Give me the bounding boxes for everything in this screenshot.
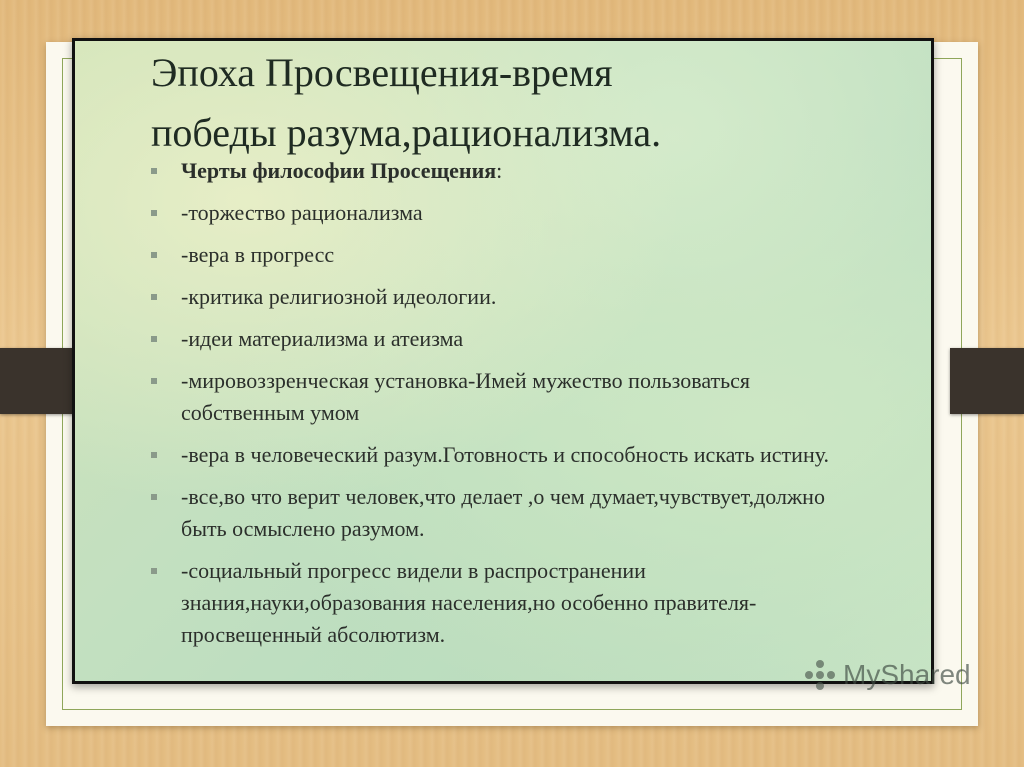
bullet-item	[151, 365, 851, 429]
myshared-logo-icon	[805, 660, 835, 690]
bullet-marker	[151, 568, 157, 574]
slide-title	[151, 43, 661, 163]
slide-title-line2: победы разума,рационализма.	[151, 110, 662, 155]
bullet-text: -мировоззренческая установка-Имей мужество пользоваться собственным умом	[181, 368, 751, 425]
slide	[72, 38, 971, 690]
bullet-text: -идеи материализма и атеизма	[181, 326, 464, 351]
bullet-item	[151, 281, 851, 313]
bullet-item	[151, 555, 851, 651]
bullet-marker	[151, 252, 157, 258]
bullet-text: -вера в прогресс	[181, 242, 335, 267]
myshared-watermark	[805, 657, 971, 693]
bullet-text: :	[496, 158, 503, 183]
bullet-marker	[151, 494, 157, 500]
bullet-marker	[151, 168, 157, 174]
bullet-marker	[151, 336, 157, 342]
bullet-heading: Черты философии Просещения	[181, 158, 497, 183]
bullet-marker	[151, 294, 157, 300]
bullet-text: -вера в человеческий разум.Готовность и способность искать истину.	[181, 442, 830, 467]
bullet-text: -все,во что верит человек,что делает ,о чем думает,чувствует,должно быть осмыслено разумом.	[181, 484, 825, 541]
watermark-text: MyShared	[843, 659, 971, 690]
bullet-marker	[151, 378, 157, 384]
bullet-item	[151, 323, 851, 355]
bullet-item	[151, 155, 851, 187]
bullet-item	[151, 239, 851, 271]
bullet-text: -критика религиозной идеологии.	[181, 284, 497, 309]
bullet-list	[151, 155, 851, 661]
bullet-item	[151, 481, 851, 545]
slide-title-line1: Эпоха Просвещения-время	[151, 50, 613, 95]
right-strap	[950, 348, 1024, 414]
bullet-text: -торжество рационализма	[181, 200, 423, 225]
bullet-text: -социальный прогресс видели в распространении знания,науки,образования населения,но особенно правителя- просвещенный абсолютизм.	[181, 558, 757, 647]
left-strap	[0, 348, 74, 414]
bullet-marker	[151, 210, 157, 216]
bullet-item	[151, 197, 851, 229]
bullet-marker	[151, 452, 157, 458]
bullet-item	[151, 439, 851, 471]
